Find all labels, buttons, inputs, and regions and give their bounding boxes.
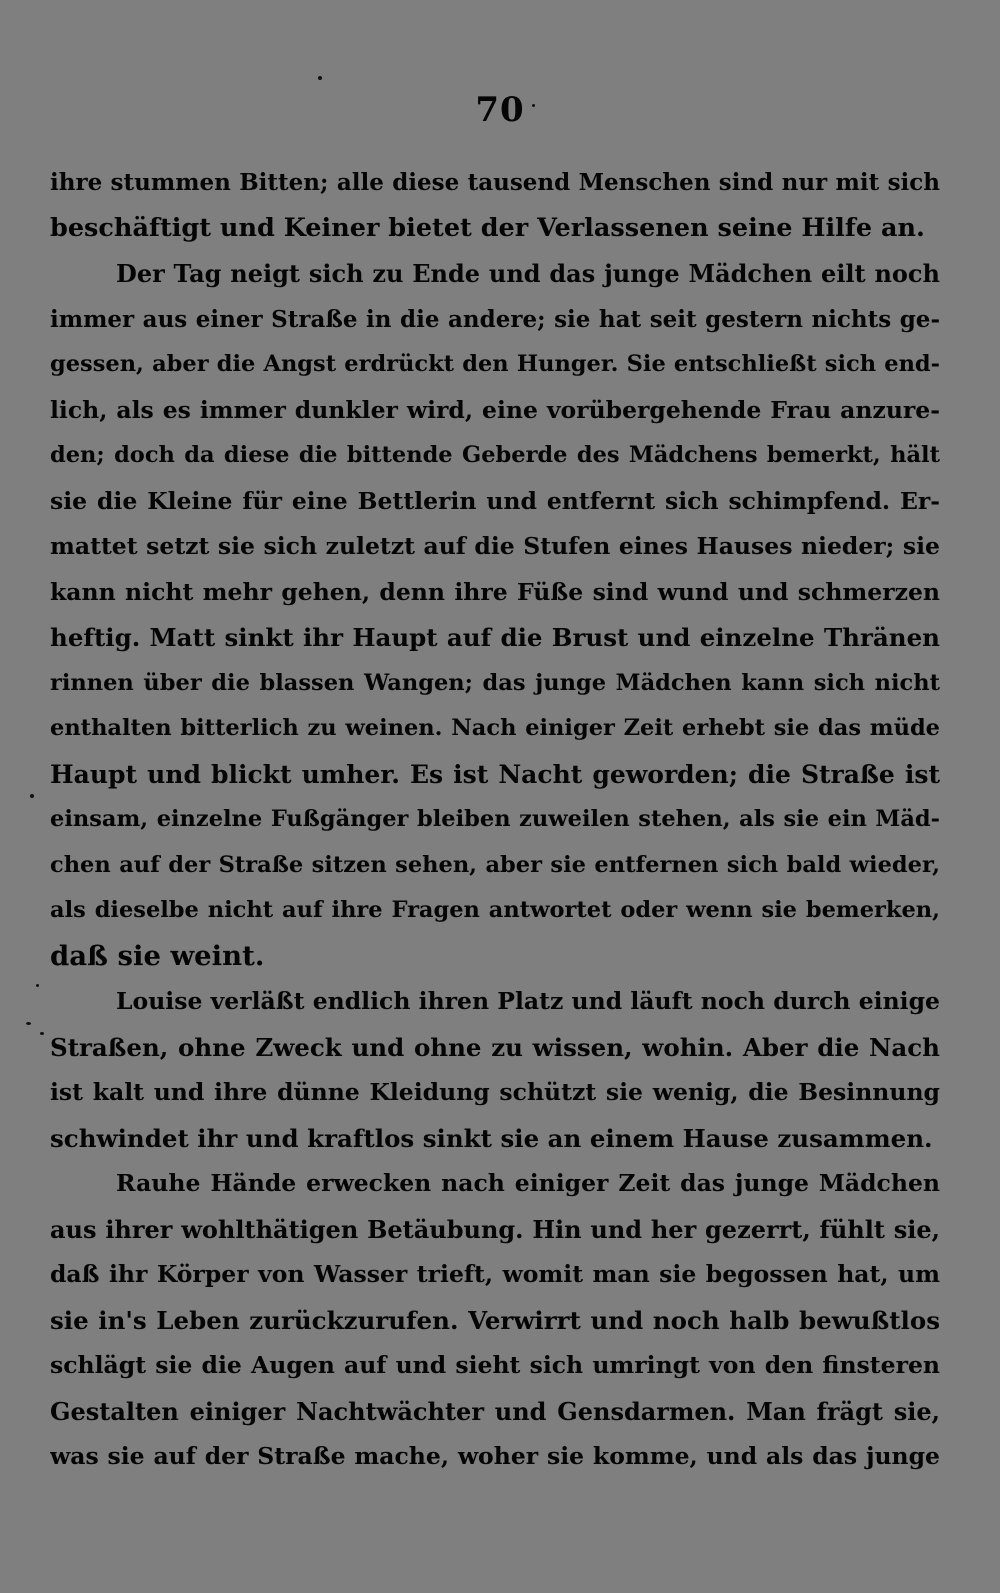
- scan-speck: [532, 104, 535, 107]
- text-line: heftig. Matt sinkt ihr Haupt auf die Brust und einzelne Thränen: [50, 623, 940, 652]
- text-line: ist kalt und ihre dünne Kleidung schützt sie wenig, die Besinnung: [50, 1078, 940, 1106]
- text-line: sie in's Leben zurückzurufen. Verwirrt und noch halb bewußtlos: [50, 1305, 940, 1335]
- text-line: Rauhe Hände erwecken nach einiger Zeit das junge Mädchen: [116, 1169, 940, 1197]
- text-line: chen auf der Straße sitzen sehen, aber sie entfernen sich bald wieder,: [50, 851, 940, 878]
- scan-speck: [40, 1032, 44, 1035]
- text-line: daß sie weint.: [50, 939, 265, 972]
- text-line: aus ihrer wohlthätigen Betäubung. Hin und her gezerrt, fühlt sie,: [50, 1214, 940, 1244]
- text-line: lich, als es immer dunkler wird, eine vorübergehende Frau anzure-: [50, 395, 940, 424]
- text-line: immer aus einer Straße in die andere; sie hat seit gestern nichts ge-: [50, 305, 940, 333]
- text-line: Haupt und blickt umher. Es ist Nacht geworden; die Straße ist: [50, 759, 940, 789]
- text-line: schwindet ihr und kraftlos sinkt sie an einem Hause zusammen.: [50, 1123, 933, 1153]
- text-line: mattet setzt sie sich zuletzt auf die Stufen eines Hauses nieder; sie: [50, 532, 940, 560]
- body-text: [50, 160, 940, 1480]
- scan-speck: [36, 984, 39, 987]
- scan-speck: [26, 1022, 31, 1025]
- scan-speck: [30, 794, 34, 798]
- scan-speck: [318, 76, 322, 80]
- text-line: den; doch da diese die bittende Geberde des Mädchens bemerkt, hält: [50, 442, 940, 468]
- text-line: kann nicht mehr gehen, denn ihre Füße sind wund und schmerzen: [50, 577, 940, 606]
- text-line: als dieselbe nicht auf ihre Fragen antwortet oder wenn sie bemerken,: [50, 897, 940, 923]
- text-line: ihre stummen Bitten; alle diese tausend Menschen sind nur mit sich: [50, 169, 940, 196]
- text-line: sie die Kleine für eine Bettlerin und entfernt sich schimpfend. Er-: [50, 486, 940, 515]
- text-line: enthalten bitterlich zu weinen. Nach einiger Zeit erhebt sie das müde: [50, 715, 940, 741]
- text-line: Louise verläßt endlich ihren Platz und läuft noch durch einige: [116, 987, 940, 1015]
- text-line: gessen, aber die Angst erdrückt den Hunger. Sie entschließt sich end-: [50, 351, 940, 377]
- text-line: daß ihr Körper von Wasser trieft, womit man sie begossen hat, um: [50, 1260, 940, 1288]
- text-line: beschäftigt und Keiner bietet der Verlassenen seine Hilfe an.: [50, 212, 925, 243]
- text-line: Gestalten einiger Nachtwächter und Gensdarmen. Man frägt sie,: [50, 1396, 940, 1426]
- page-number: 70: [475, 90, 525, 130]
- text-line: schlägt sie die Augen auf und sieht sich umringt von den finsteren: [50, 1351, 940, 1379]
- text-line: Der Tag neigt sich zu Ende und das junge Mädchen eilt noch: [116, 259, 940, 288]
- text-line: einsam, einzelne Fußgänger bleiben zuweilen stehen, als sie ein Mäd-: [50, 806, 940, 832]
- text-line: Straßen, ohne Zweck und ohne zu wissen, wohin. Aber die Nach: [50, 1032, 940, 1062]
- text-line: was sie auf der Straße mache, woher sie komme, und als das junge: [50, 1442, 940, 1470]
- text-line: rinnen über die blassen Wangen; das junge Mädchen kann sich nicht: [50, 669, 940, 696]
